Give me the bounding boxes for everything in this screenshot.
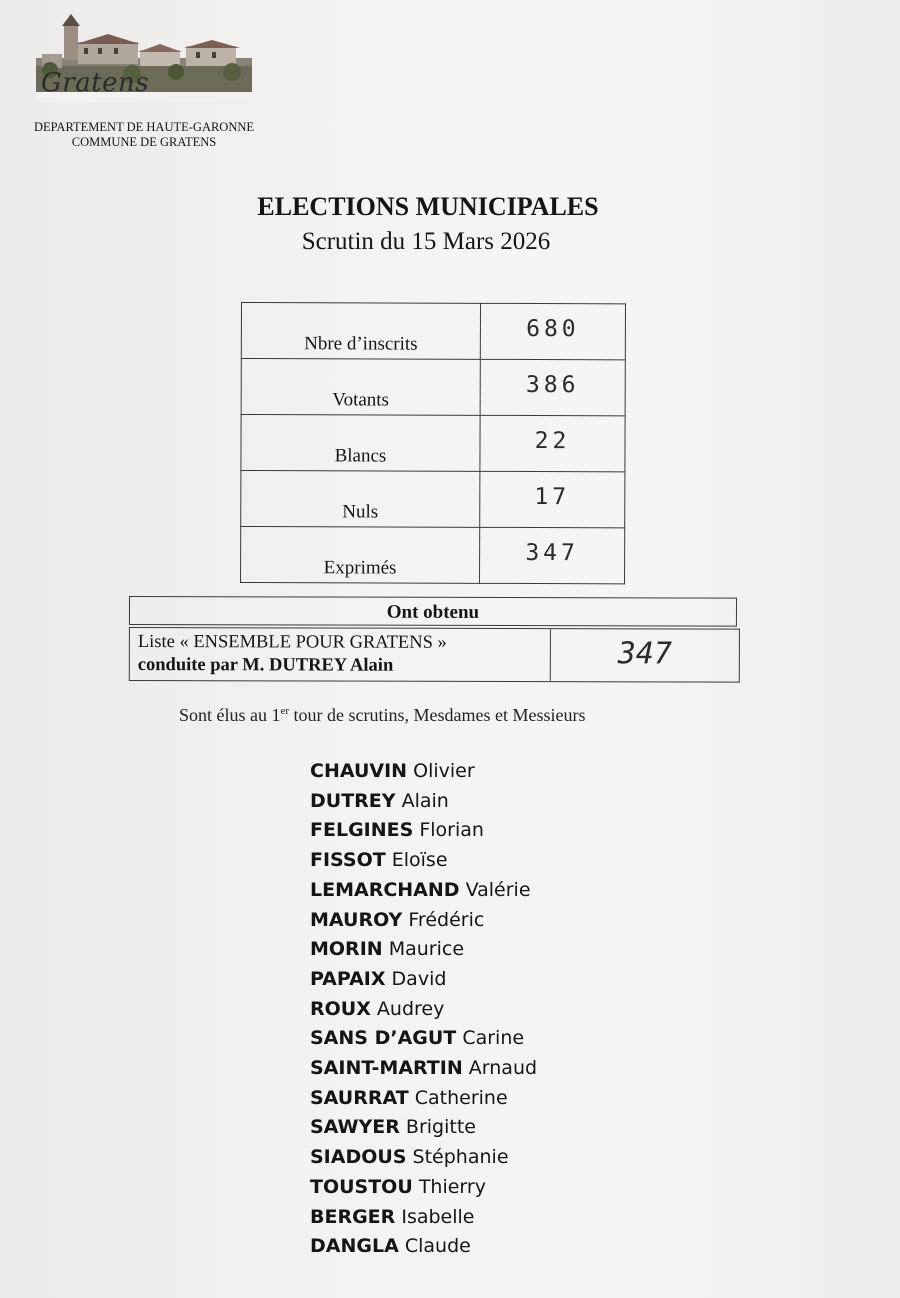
stat-label: Exprimés [241,527,480,584]
elected-last-name: PAPAIX [310,967,386,990]
table-row [241,303,625,360]
elected-first-name: Claude [404,1235,471,1258]
list-item [310,846,537,876]
elected-first-name: Audrey [376,997,445,1020]
stat-label: Votants [241,359,480,416]
list-item [310,1054,537,1084]
elected-first-name: Carine [462,1027,525,1050]
commune-line: COMMUNE DE GRATENS [71,135,217,149]
elected-first-name: Catherine [414,1086,508,1109]
department-line: DEPARTEMENT DE HAUTE-GARONNE [33,120,255,134]
table-row [241,471,625,528]
stat-label: Nuls [241,471,480,528]
list-item [310,1113,537,1143]
list-name: Liste « ENSEMBLE POUR GRATENS » [137,632,447,653]
list-item [310,1232,537,1262]
elected-list [310,757,537,1262]
list-leader: conduite par M. DUTREY Alain [137,655,394,676]
elected-first-name: Florian [419,819,484,842]
list-item [310,1024,537,1054]
stat-value: 347 [480,527,625,584]
elected-first-name: Isabelle [401,1205,475,1228]
elected-first-name: Brigitte [405,1116,476,1139]
list-item [310,757,537,787]
elected-first-name: Maurice [388,938,465,961]
elected-first-name: Thierry [418,1175,486,1198]
table-row [241,359,625,416]
stat-label: Nbre d’inscrits [241,303,480,360]
list-votes: 347 [617,636,672,672]
elected-last-name: DUTREY [310,789,396,812]
list-item [310,906,537,936]
elected-intro-end: tour de scrutins, Mesdames et Messieurs [289,705,586,725]
list-item [310,965,537,995]
elected-last-name: LEMARCHAND [310,878,460,901]
list-item [310,1084,537,1114]
result-heading: Ont obtenu [129,596,737,627]
list-item [310,787,537,817]
elected-intro-start: Sont élus au 1 [179,705,281,725]
stat-value: 680 [480,303,625,360]
elected-last-name: DANGLA [310,1235,399,1258]
logo-name: Gratens [41,68,150,98]
stat-value: 22 [480,415,625,472]
elected-last-name: CHAUVIN [310,760,408,782]
list-item [310,995,537,1025]
list-name-cell [130,628,551,681]
list-item [310,816,537,846]
elected-last-name: MORIN [310,938,383,961]
elected-first-name: Stéphanie [412,1146,509,1169]
list-item [310,935,537,965]
elected-last-name: FISSOT [310,849,386,872]
stat-value: 17 [480,471,625,528]
table-row [129,627,740,683]
list-item [310,1173,537,1203]
list-item [310,1203,537,1233]
elected-first-name: David [391,967,447,990]
elected-first-name: Frédéric [408,908,485,931]
elected-first-name: Valérie [465,878,531,901]
elected-last-name: SAINT-MARTIN [310,1057,463,1080]
elected-last-name: BERGER [310,1205,396,1228]
elected-intro [179,705,586,726]
elected-last-name: SAWYER [310,1116,400,1139]
elected-last-name: SAURRAT [310,1086,409,1109]
elected-last-name: SANS D’AGUT [310,1027,457,1050]
list-item [310,1143,537,1173]
results-summary-table [240,302,626,584]
elected-last-name: MAUROY [310,908,403,931]
stat-value: 386 [480,359,625,416]
page-title: ELECTIONS MUNICIPALES [257,192,599,221]
elected-intro-ordinal: er [280,705,290,717]
elected-first-name: Alain [401,789,449,812]
elected-last-name: SIADOUS [310,1146,407,1169]
table-row [241,527,625,584]
stat-label: Blancs [241,415,480,472]
elected-first-name: Olivier [413,760,475,782]
elected-last-name: TOUSTOU [310,1175,413,1198]
list-item [310,876,537,906]
page-subtitle: Scrutin du 15 Mars 2026 [301,228,551,255]
department-header [0,120,288,150]
elected-first-name: Arnaud [468,1057,538,1080]
elected-last-name: FELGINES [310,819,414,842]
table-row [241,415,625,472]
elected-last-name: ROUX [310,997,371,1020]
elected-first-name: Eloïse [391,849,448,872]
list-result-table [129,596,740,683]
